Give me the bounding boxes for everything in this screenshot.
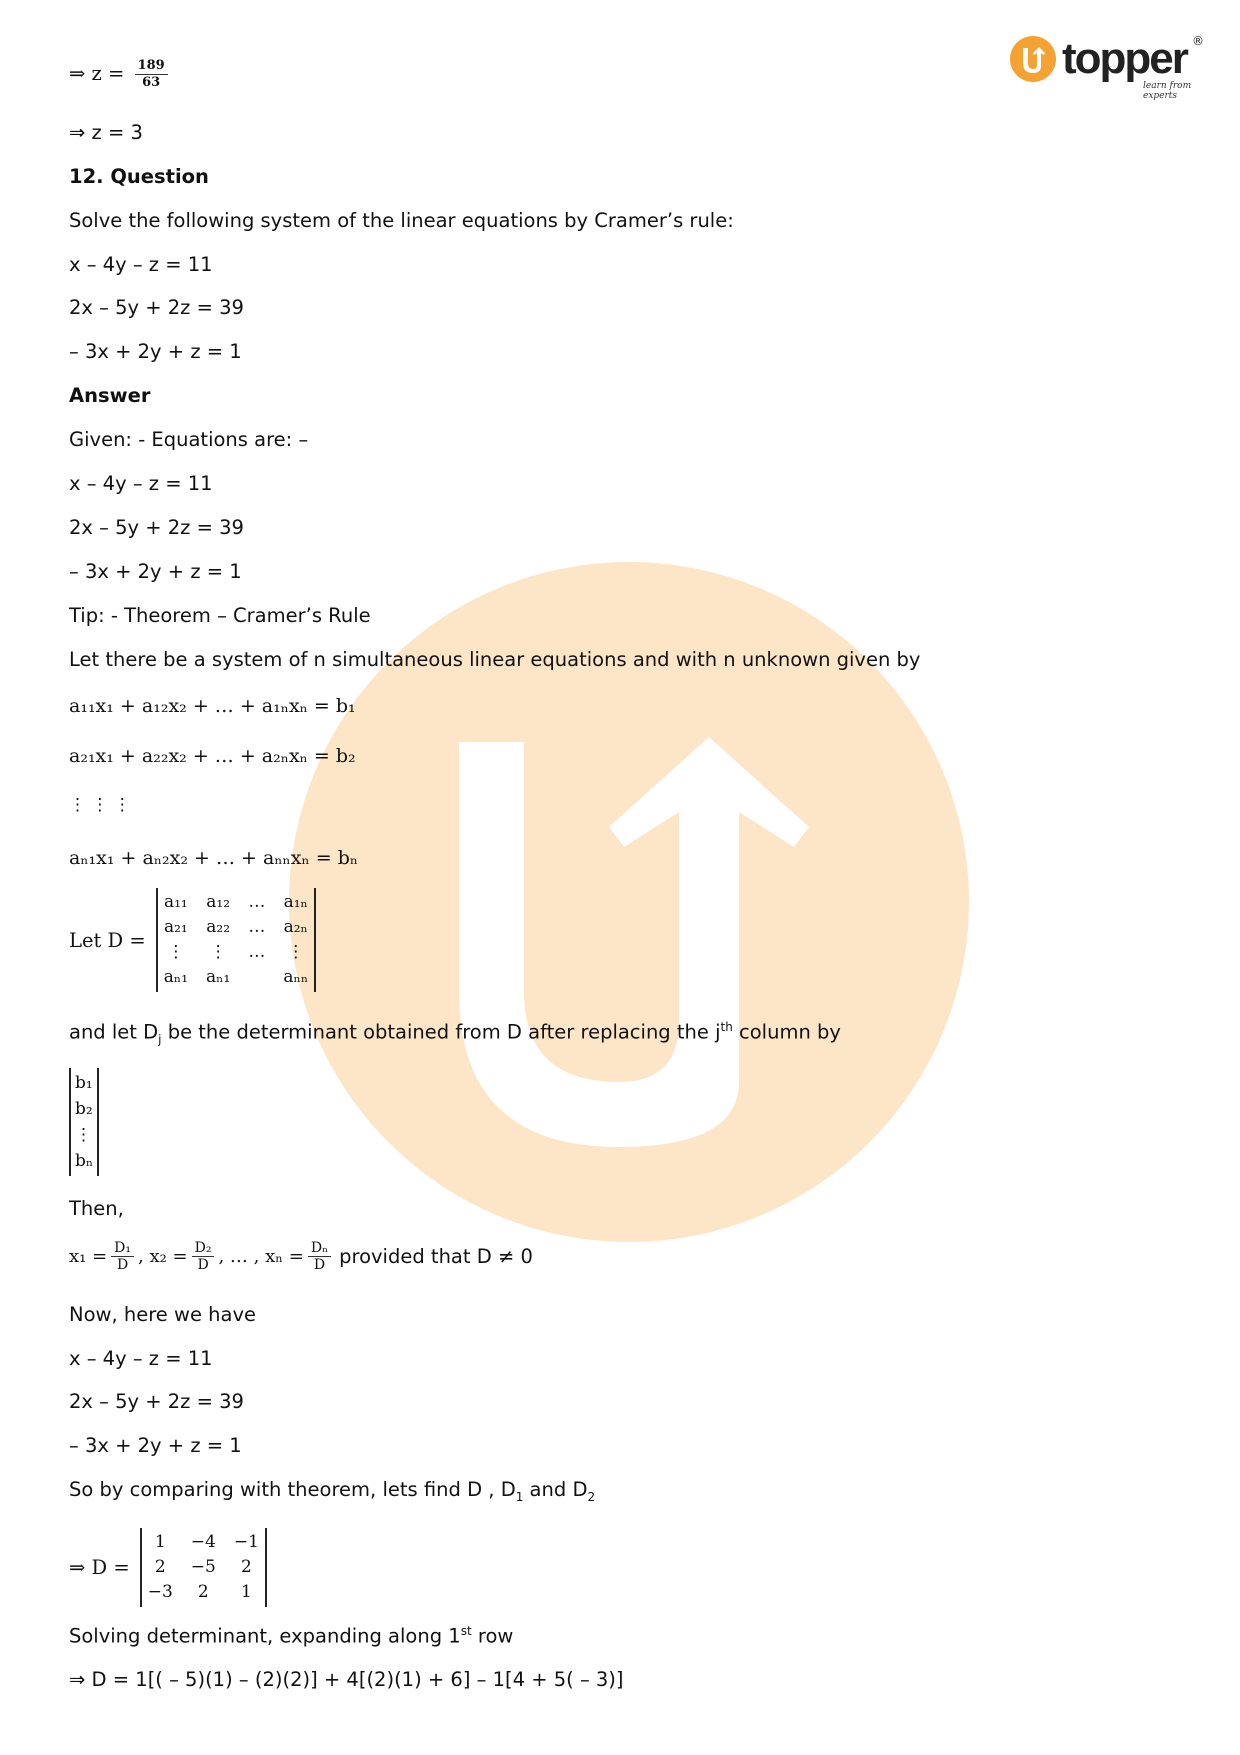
given-eq-2: 2x – 5y + 2z = 39 [69,516,244,539]
then-line: Then, [69,1197,124,1220]
d-cell: −5 [190,1557,216,1577]
d-cell: 2 [240,1557,252,1577]
tip-line: Tip: - Theorem – Cramer’s Rule [69,604,371,627]
d-determinant [69,1528,267,1607]
solving-post: row [471,1624,514,1648]
given-eq-3: – 3x + 2y + z = 1 [69,560,242,583]
cramer-den: D [197,1257,209,1273]
dj-pre: and let D [69,1020,159,1044]
det-cell: a₁ₙ [283,892,308,912]
d-cell: 2 [154,1557,166,1577]
system-eq-1: a₁₁x₁ + a₁₂x₂ + … + a₁ₙxₙ = b₁ [69,695,356,717]
cramer-d1: D₁ [111,1240,134,1257]
det-cell: a₁₂ [206,892,231,912]
general-determinant [69,888,316,992]
system-intro: Let there be a system of n simultaneous linear equations and with n unknown given by [69,648,921,671]
z-fraction-line [69,58,172,91]
z-denominator: 63 [142,75,161,90]
b-cell: ⋮ [75,1125,92,1145]
det-cell: … [248,942,266,962]
comparing-line [69,1478,595,1504]
brand-name: topper [1062,34,1187,83]
cramer-d2: D₂ [192,1240,215,1257]
system-eq-n: aₙ₁x₁ + aₙ₂x₂ + … + aₙₙxₙ = bₙ [69,847,359,869]
dj-definition [69,1020,841,1046]
b-cell: b₂ [75,1099,93,1119]
solving-line [69,1624,513,1648]
let-d-label: Let D = [69,928,146,952]
restated-eq-2: 2x – 5y + 2z = 39 [69,1390,244,1413]
z-fraction-prefix: ⇒ z = [69,62,125,85]
question-eq-3: – 3x + 2y + z = 1 [69,340,242,363]
general-det-matrix [156,888,316,992]
b-column-vector [69,1068,99,1176]
d-matrix [140,1528,267,1607]
cramer-den: D [313,1257,326,1273]
brand-logo [1010,34,1210,101]
z-numerator: 189 [135,58,168,75]
system-eq-2: a₂₁x₁ + a₂₂x₂ + … + a₂ₙxₙ = b₂ [69,745,356,767]
det-cell: … [248,892,266,912]
brand-tagline: learn from experts [1143,81,1192,101]
dj-mid: be the determinant obtained from D after replacing the j [161,1020,721,1044]
restated-eq-1: x – 4y – z = 11 [69,1347,213,1370]
d-label: ⇒ D = [69,1556,130,1579]
cramer-x2: , x₂ = [138,1246,188,1267]
system-dots: ⋮ ⋮ ⋮ [69,795,131,815]
det-cell: aₙ₁ [163,967,189,987]
cramer-den: D [116,1257,129,1273]
d-cell: 2 [197,1582,209,1602]
cramer-xn: , … , xₙ = [218,1246,304,1267]
d-cell: −4 [190,1532,216,1552]
cramer-formula [69,1240,533,1273]
question-text: Solve the following system of the linear equations by Cramer’s rule: [69,209,734,232]
dj-sup: th [720,1020,733,1034]
d-cell: −1 [233,1532,259,1552]
d-cell: 1 [154,1532,166,1552]
brand-registered: ® [1192,34,1204,48]
cramer-dn: Dₙ [308,1240,331,1257]
given-eq-1: x – 4y – z = 11 [69,472,213,495]
det-cell: a₁₁ [163,892,188,912]
dj-post: column by [732,1020,841,1044]
comparing-pre: So by comparing with theorem, lets find D , D [69,1478,516,1501]
det-cell: ⋮ [287,942,305,962]
question-eq-1: x – 4y – z = 11 [69,253,213,276]
solving-sup: st [460,1624,472,1638]
comparing-mid: and D [523,1478,588,1501]
restated-eq-3: – 3x + 2y + z = 1 [69,1434,242,1457]
dj-sub: j [158,1032,162,1047]
det-cell: ⋮ [167,942,185,962]
det-cell: aₙ₁ [206,967,231,987]
det-cell: a₂ₙ [283,917,308,937]
det-cell: a₂₁ [163,917,188,937]
cramer-x1: x₁ = [69,1246,108,1267]
det-cell: a₂₂ [206,917,231,937]
final-expansion: ⇒ D = 1[( – 5)(1) – (2)(2)] + 4[(2)(1) + 6] – 1[4 + 5( – 3)] [69,1668,624,1691]
b-cell: bₙ [75,1151,94,1171]
det-cell: … [248,917,266,937]
answer-heading: Answer [69,384,151,407]
brand-logo-icon [1010,36,1056,82]
d-cell: −3 [147,1582,173,1602]
solving-pre: Solving determinant, expanding along 1 [69,1624,461,1648]
d-cell: 1 [240,1582,252,1602]
comparing-sub-2: 2 [587,1489,596,1504]
question-eq-2: 2x – 5y + 2z = 39 [69,296,244,319]
question-title: 12. Question [69,165,209,188]
now-here-line: Now, here we have [69,1303,256,1326]
given-line: Given: - Equations are: – [69,428,309,451]
z-result: ⇒ z = 3 [69,121,143,144]
det-cell: ⋮ [209,942,227,962]
comparing-sub-1: 1 [515,1489,524,1504]
provided-text: provided that D ≠ 0 [339,1245,533,1268]
det-cell: aₙₙ [283,967,309,987]
b-cell: b₁ [75,1073,93,1093]
